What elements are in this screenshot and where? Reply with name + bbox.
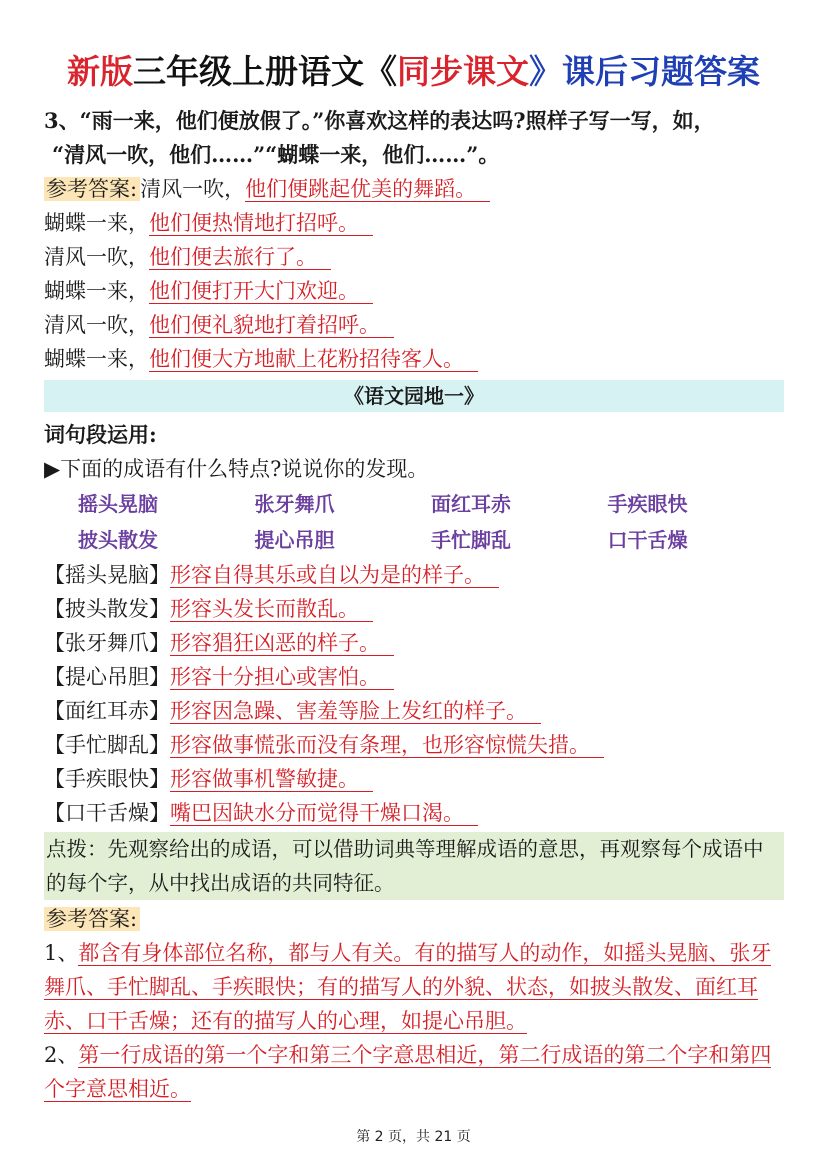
definition-text: 形容自得其乐或自以为是的样子。 [170,563,499,588]
q3-answer-row [44,172,784,206]
definition-row [44,660,784,694]
idiom-question: ▶下面的成语有什么特点?说说你的发现。 [44,457,429,481]
definition-text: 形容因急躁、害羞等脸上发红的样子。 [170,699,541,724]
title-part-answers: 》课后习题答案 [529,52,760,91]
answer-prefix: 清风一吹， [44,245,149,269]
answer-text: 他们便去旅行了。 [149,245,331,270]
answer-text: 都含有身体部位名称，都与人有关。有的描写人的动作，如摇头晃脑、张牙舞爪、手忙脚乱、手疾眼快；有的描写人的外貌、状态，如披头散发、面红耳赤、口干舌燥；还有的描写人的心理，如提心吊胆。 [44,941,772,1033]
answer-text: 他们便礼貌地打着招呼。 [149,313,394,338]
title-part-new: 新版 [67,52,133,91]
q3-answer-row [44,308,784,342]
definition-term: 【提心吊胆】 [44,665,170,689]
q3-answer-row [44,240,784,274]
subheading: 词句段运用: [44,422,157,447]
answer-text: 第一行成语的第一个字和第三个字意思相近，第二行成语的第二个字和第四个字意思相近。 [44,1043,772,1101]
definition-text: 形容猖狂凶恶的样子。 [170,631,394,656]
definition-row [44,592,784,626]
answer-label: 参考答案: [44,907,140,931]
title-part-grade: 三年级上册语文《 [133,52,397,91]
definition-text: 形容做事慌张而没有条理，也形容惊慌失措。 [170,733,604,758]
question-3-line-2: “清风一吹，他们……”“蝴蝶一来，他们……”。 [52,142,500,167]
section-title: 《语文园地一》 [44,380,784,412]
definition-row [44,728,784,762]
answer-prefix: 清风一吹， [140,177,246,201]
definition-text: 形容头发长而散乱。 [170,597,373,622]
page-title [0,50,827,94]
definition-term: 【摇头晃脑】 [44,563,170,587]
definition-text: 嘴巴因缺水分而觉得干燥口渴。 [170,801,478,826]
answer-text: 他们便大方地献上花粉招待客人。 [149,347,478,372]
answer-number: 1、 [44,941,79,965]
idiom-item: 面红耳赤 [431,492,511,516]
definition-text: 形容十分担心或害怕。 [170,665,394,690]
definition-term: 【披头散发】 [44,597,170,621]
idiom-grid [44,486,784,558]
idiom-item: 手忙脚乱 [431,528,511,552]
definition-term: 【张牙舞爪】 [44,631,170,655]
answer-prefix: 蝴蝶一来， [44,347,149,371]
definition-row [44,626,784,660]
idiom-item: 口干舌燥 [607,528,688,552]
q3-answer-row [44,274,784,308]
definition-row [44,762,784,796]
page-content [44,104,784,1106]
definition-text: 形容做事机警敏捷。 [170,767,373,792]
page-footer: 第 2 页，共 21 页 [356,1129,471,1145]
title-part-sync: 同步课文 [397,52,529,91]
answer-text: 他们便打开大门欢迎。 [149,279,373,304]
final-answer-label-row [44,902,784,936]
question-3-line-1: 3、“雨一来，他们便放假了。”你喜欢这样的表达吗?照样子写一写，如， [44,108,715,133]
definition-term: 【手疾眼快】 [44,767,170,791]
definition-row [44,694,784,728]
definition-term: 【口干舌燥】 [44,801,170,825]
answer-text: 他们便跳起优美的舞蹈。 [245,177,490,202]
answer-prefix: 蝴蝶一来， [44,211,149,235]
definition-row [44,796,784,830]
idiom-item: 张牙舞爪 [254,492,335,516]
idiom-item: 披头散发 [78,528,158,552]
definition-row [44,558,784,592]
idiom-item: 摇头晃脑 [78,492,158,516]
answer-number: 2、 [44,1043,79,1067]
answer-prefix: 清风一吹， [44,313,149,337]
q3-answer-row [44,342,784,376]
answer-prefix: 蝴蝶一来， [44,279,149,303]
final-answer-2 [44,1038,784,1106]
q3-answer-row [44,206,784,240]
tip-box: 点拨：先观察给出的成语，可以借助词典等理解成语的意思，再观察每个成语中的每个字，从中找出成语的共同特征。 [44,832,784,900]
idiom-item: 手疾眼快 [607,492,688,516]
answer-text: 他们便热情地打招呼。 [149,211,373,236]
definition-term: 【手忙脚乱】 [44,733,170,757]
final-answer-1 [44,936,784,1038]
idiom-item: 提心吊胆 [254,528,335,552]
answer-label: 参考答案: [44,177,140,201]
definition-term: 【面红耳赤】 [44,699,170,723]
